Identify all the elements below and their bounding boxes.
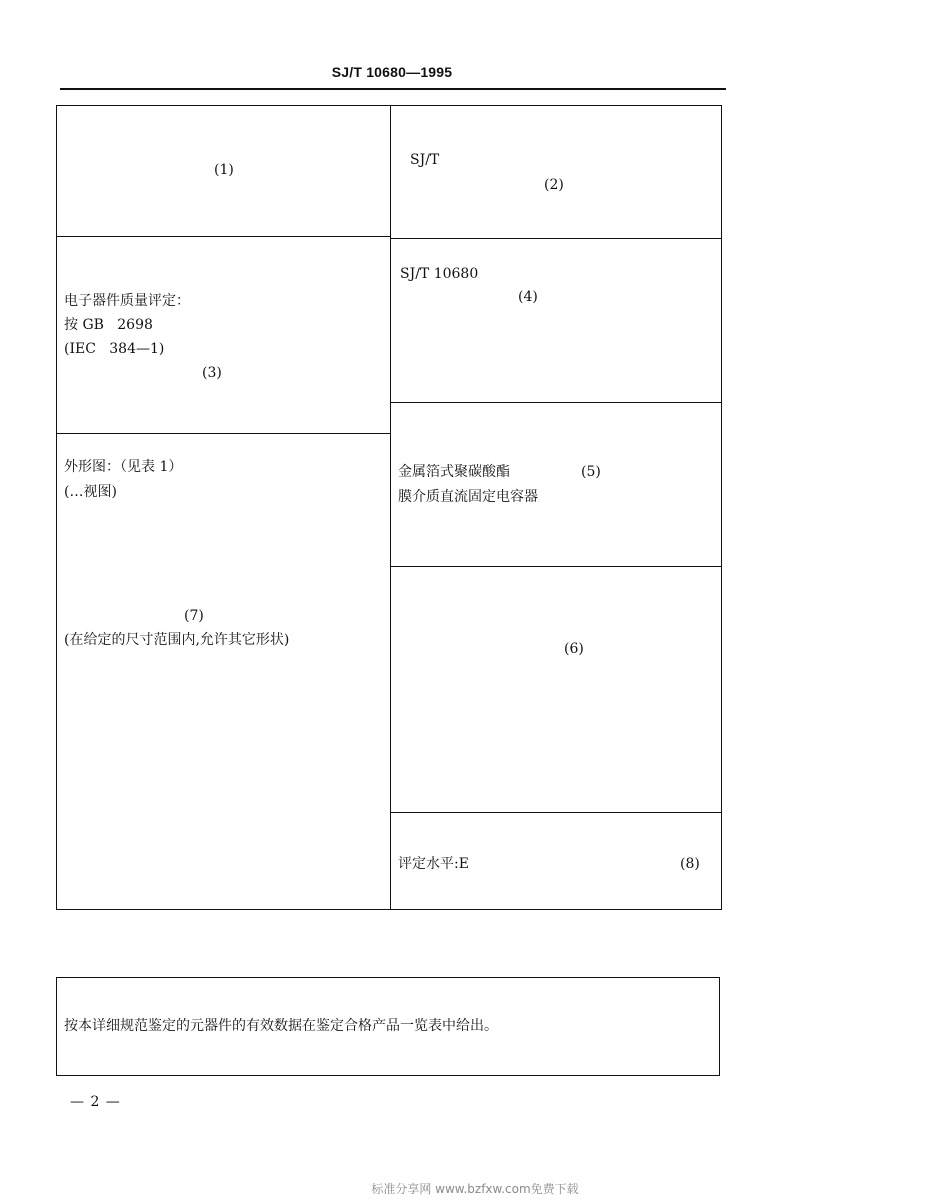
cell-5-title-line2: 膜介质直流固定电容器 [398,489,538,505]
cell-8-assessment-level: 评定水平:E [398,856,469,872]
header-rule [60,88,726,90]
cell-7-shape-note: (在给定的尺寸范围内,允许其它形状) [64,632,290,648]
specification-table [56,105,722,910]
right-row-divider-4 [390,812,722,813]
cell-1-marker: (1) [214,162,234,178]
cell-3-marker: (3) [202,365,222,381]
right-row-divider-2 [390,402,722,403]
left-row-divider-2 [56,433,391,434]
cell-7-view-label: (…视图) [64,484,117,500]
cell-7-outline-label: 外形图：（见表 1） [64,459,183,475]
cell-2-code: SJ/T [410,152,440,168]
page-number: — 2 — [70,1094,121,1110]
cell-5-title-line1: 金属箔式聚碳酸酯 [398,464,510,480]
cell-8-marker: (8) [680,856,700,872]
cell-6-marker: (6) [564,641,584,657]
right-row-divider-3 [390,566,722,567]
footer-watermark: 标准分享网 www.bzfxw.com免费下载 [371,1182,579,1196]
cell-3-quality-title: 电子器件质量评定： [64,293,190,309]
validity-note-text: 按本详细规范鉴定的元器件的有效数据在鉴定合格产品一览表中给出。 [64,1018,498,1034]
cell-5-marker: (5) [581,464,601,480]
left-row-divider-1 [56,236,391,237]
right-row-divider-1 [390,238,722,239]
cell-3-gb-ref: 按 GB 2698 [64,317,153,333]
standard-code-header: SJ/T 10680—1995 [331,64,453,80]
cell-4-code: SJ/T 10680 [400,266,479,282]
cell-3-iec-ref: (IEC 384—1) [64,341,165,357]
cell-7-marker: (7) [184,608,204,624]
table-column-divider [390,105,391,910]
cell-4-marker: (4) [518,289,538,305]
cell-2-marker: (2) [544,177,564,193]
